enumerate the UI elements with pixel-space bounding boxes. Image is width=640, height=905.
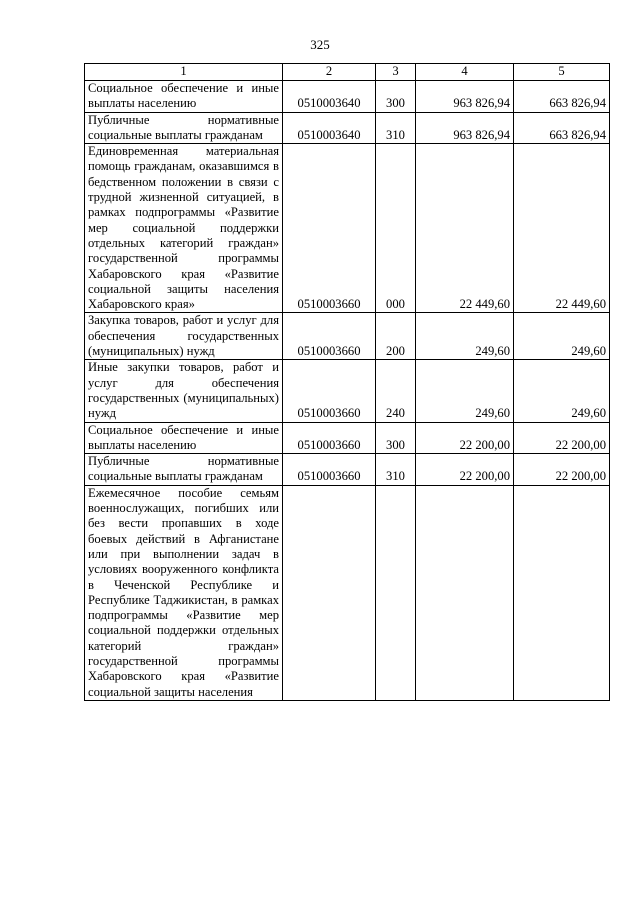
header-row — [85, 64, 610, 81]
header-col-3: 3 — [376, 64, 416, 81]
table-row — [85, 422, 610, 454]
row-expense-type: 310 — [376, 112, 416, 144]
row-expense-type — [376, 485, 416, 700]
table-row — [85, 485, 610, 700]
row-amount-col4: 249,60 — [416, 360, 514, 422]
row-amount-col4: 249,60 — [416, 313, 514, 360]
row-expense-type: 000 — [376, 144, 416, 313]
row-target-code: 0510003640 — [283, 81, 376, 113]
row-description: Социальное обеспечение и иные выплаты населению — [85, 81, 283, 113]
row-amount-col4: 22 200,00 — [416, 422, 514, 454]
row-target-code: 0510003660 — [283, 313, 376, 360]
table-row — [85, 313, 610, 360]
row-description: Иные закупки товаров, работ и услуг для обеспечения государственных (муниципальных) нужд — [85, 360, 283, 422]
row-amount-col5: 249,60 — [514, 360, 610, 422]
row-description: Единовременная материальная помощь гражданам, оказавшимся в бедственном положении в связи с трудной жизненной ситуацией, в рамках подпрограммы «Развитие мер социальной поддержки отдельных категорий граждан» государственной программы Хабаровского края «Развитие социальной защиты населения Хабаровского края» — [85, 144, 283, 313]
row-amount-col5: 663 826,94 — [514, 112, 610, 144]
page-number: 325 — [310, 37, 330, 52]
row-description: Социальное обеспечение и иные выплаты населению — [85, 422, 283, 454]
row-target-code: 0510003640 — [283, 112, 376, 144]
row-target-code: 0510003660 — [283, 422, 376, 454]
row-description: Ежемесячное пособие семьям военнослужащих, погибших или без вести пропавших в ходе боевых действий в Афганистане или при выполнении задач в условиях вооруженного конфликта в Чеченской Республике и Республике Таджикистан, в рамках подпрограммы «Развитие мер социальной поддержки отдельных категорий граждан» государственной программы Хабаровского края «Развитие социальной защиты населения — [85, 485, 283, 700]
row-target-code: 0510003660 — [283, 360, 376, 422]
table-row — [85, 81, 610, 113]
row-amount-col5: 22 200,00 — [514, 422, 610, 454]
row-amount-col5: 22 200,00 — [514, 454, 610, 486]
header-col-4: 4 — [416, 64, 514, 81]
row-amount-col5: 249,60 — [514, 313, 610, 360]
row-expense-type: 300 — [376, 422, 416, 454]
row-amount-col4 — [416, 485, 514, 700]
table-row — [85, 112, 610, 144]
row-amount-col4: 22 449,60 — [416, 144, 514, 313]
row-expense-type: 200 — [376, 313, 416, 360]
row-target-code: 0510003660 — [283, 454, 376, 486]
header-col-5: 5 — [514, 64, 610, 81]
table-row — [85, 144, 610, 313]
row-amount-col5 — [514, 485, 610, 700]
row-target-code — [283, 485, 376, 700]
header-col-2: 2 — [283, 64, 376, 81]
row-amount-col5: 22 449,60 — [514, 144, 610, 313]
row-description: Закупка товаров, работ и услуг для обеспечения государственных (муниципальных) нужд — [85, 313, 283, 360]
row-expense-type: 300 — [376, 81, 416, 113]
row-amount-col4: 22 200,00 — [416, 454, 514, 486]
row-amount-col4: 963 826,94 — [416, 81, 514, 113]
row-amount-col4: 963 826,94 — [416, 112, 514, 144]
row-expense-type: 310 — [376, 454, 416, 486]
row-expense-type: 240 — [376, 360, 416, 422]
table-row — [85, 454, 610, 486]
header-col-1: 1 — [85, 64, 283, 81]
row-description: Публичные нормативные социальные выплаты гражданам — [85, 454, 283, 486]
budget-table — [84, 63, 610, 701]
row-target-code: 0510003660 — [283, 144, 376, 313]
row-description: Публичные нормативные социальные выплаты гражданам — [85, 112, 283, 144]
row-amount-col5: 663 826,94 — [514, 81, 610, 113]
table-row — [85, 360, 610, 422]
